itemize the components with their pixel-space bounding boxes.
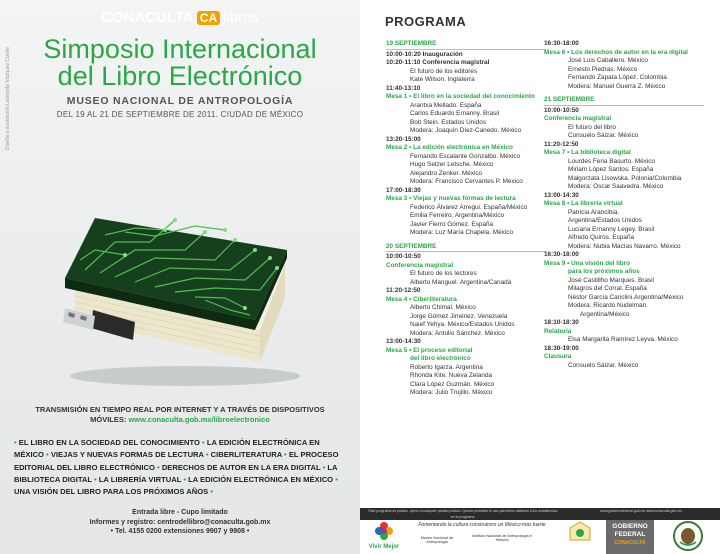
- program-speaker: Jorge Gómez Jiménez. Venezuela: [410, 312, 508, 320]
- transmission-notice: [0, 405, 360, 425]
- program-time: 18:30-19:00: [544, 344, 579, 352]
- topic-bullet: •: [91, 474, 99, 484]
- secondary-seal: [560, 520, 600, 546]
- program-session: del libro electrónico: [410, 355, 471, 362]
- program-speaker: Małgorzata Lisowska. Polonia/Colombia: [568, 174, 682, 182]
- registration-contact: Informes y registro: centrodellibro@conaculta.gob.mx: [89, 518, 271, 526]
- topic-bullet: •: [281, 450, 289, 460]
- program-speaker: Alejandro Zenker. México: [410, 169, 483, 177]
- program-speaker: Modera: Joaquín Díez-Canedo. México: [410, 127, 522, 134]
- topic-bullet: •: [333, 474, 338, 484]
- program-session: Mesa 5 • El proceso editorial: [386, 346, 473, 354]
- program-speaker: Rhonda Kite. Nueva Zelanda: [410, 372, 493, 379]
- topic-item: DERECHOS DE AUTOR EN LA ERA DIGITAL: [161, 462, 321, 472]
- program-session: Conferencia magistral: [386, 261, 454, 269]
- program-speaker: Patricia Arancibia.: [568, 208, 620, 216]
- event-dates: DEL 19 AL 21 DE SEPTIEMBRE DE 2011. CIUDAD DE MÉXICO: [56, 110, 304, 119]
- program-speaker: Miriam López Santos. España: [568, 166, 654, 173]
- transmission-url[interactable]: www.conaculta.gob.mx/libroelectronico: [128, 415, 270, 424]
- program-speaker: José Luis Caballero. México: [568, 57, 648, 64]
- program-session: Mesa 4 • Ciberliteratura: [386, 295, 457, 303]
- conaculta-logo: [0, 9, 360, 26]
- transmission-label: MÓVILES:: [90, 415, 127, 424]
- program-speaker: Javier Fierro Gómez. España: [410, 220, 494, 228]
- slogan: Fomentando la cultura construimos un México más fuerte: [418, 522, 546, 528]
- gobierno-federal-logo: GOBIERNO FEDERAL CONACULTA: [606, 520, 654, 554]
- program-speaker: Arantxa Mellado. España: [410, 101, 482, 109]
- program-speaker: Modera: Oscar Saavedra. México: [568, 183, 664, 190]
- program-time: 10:00-10:50: [386, 253, 421, 260]
- program-time: 17:00-18:30: [386, 186, 421, 194]
- museo-logo: Museo Nacional de Antropología: [420, 536, 454, 544]
- title-line-1: Simposio Internacional: [43, 34, 317, 64]
- program-day-header: 19 SEPTIEMBRE: [386, 40, 546, 50]
- program-speaker: Modera: Nubia Macías Navarro. México: [568, 242, 681, 250]
- transmission-line-2: [0, 415, 360, 425]
- legal-strip: [360, 508, 720, 520]
- legal-text: Este programa es público, ajeno a cualquier partido político. Queda prohibido el uso para fines distintos a los establecidos en el programa.: [368, 509, 558, 519]
- program-session: Mesa 6 • Los derechos de autor en la era digital: [544, 48, 688, 56]
- topics-list: [14, 437, 346, 498]
- national-seal: [662, 520, 714, 554]
- brand-suffix: libros: [223, 9, 259, 26]
- seal-icon: [568, 520, 592, 544]
- program-time: 11:20-12:50: [544, 140, 579, 148]
- program-speaker: Emilia Ferreiro. Argentina/México: [410, 212, 505, 219]
- circuit-book-illustration: [55, 140, 305, 390]
- program-session: Clausura: [544, 353, 572, 360]
- venue: MUSEO NACIONAL DE ANTROPOLOGÍA: [66, 95, 294, 107]
- program-speaker: Kate Wilson. Inglaterra: [410, 76, 475, 83]
- vivir-mejor-logo: Vivir Mejor: [364, 520, 404, 550]
- program-speaker: Federico Álvarez Arregui. España/México: [410, 203, 528, 211]
- title-line-2: del Libro Electrónico: [57, 61, 303, 91]
- registration-info: [0, 508, 360, 537]
- program-time: 13:20-15:00: [386, 135, 421, 143]
- program-speaker: Carlos Eduardo Ernanny. Brasil: [410, 110, 500, 117]
- brand-badge: CA: [197, 11, 220, 25]
- program-session: Relatoría: [544, 327, 572, 335]
- program-speaker: José Castillho Marques. Brasil: [568, 276, 654, 284]
- program-time: 16:30-18:00: [544, 40, 579, 47]
- program-speaker: Fernando Zapata López. Colombia: [568, 74, 667, 81]
- topic-item: VIEJAS Y NUEVAS FORMAS DE LECTURA: [50, 450, 204, 460]
- program-column-1: [386, 40, 546, 398]
- program-speaker: Luciana Ernanny Legey. Brasil: [568, 225, 655, 233]
- topic-bullet: •: [320, 462, 328, 472]
- sponsor-logos: [360, 520, 720, 554]
- program-day-header: 21 SEPTIEMBRE: [544, 96, 704, 106]
- topic-bullet: •: [14, 438, 19, 447]
- topic-item: LA EDICIÓN ELECTRÓNICA EN MÉXICO: [188, 474, 334, 484]
- topic-item: CIBERLITERATURA: [210, 450, 282, 460]
- phone-info: • Tel. 4155 0200 extensiones 9907 y 9908 •: [110, 528, 250, 535]
- program-time: 10:00-10:50: [544, 106, 579, 114]
- program-title: PROGRAMA: [385, 14, 467, 29]
- topic-bullet: •: [154, 462, 162, 472]
- inah-logo: Instituto Nacional de Antropología e Historia: [472, 534, 532, 542]
- eagle-seal-icon: [672, 520, 704, 552]
- event-title: [0, 36, 360, 90]
- program-speaker: Modera: Francisco Cervantes P. México: [410, 178, 523, 185]
- program-speaker: Argentina/Estados Unidos: [568, 217, 642, 224]
- program-speaker: Modera: Julio Trujillo. México: [410, 389, 493, 396]
- vivir-mejor-icon: [373, 520, 395, 542]
- program-speaker: El futuro del libro: [568, 123, 616, 131]
- legal-urls: www.gobiernofederal.gob.mx www.conaculta.gob.mx: [600, 509, 682, 513]
- program-speaker: Alfredo Quiros. España: [568, 234, 635, 241]
- program-time: 13:00-14:30: [544, 191, 579, 199]
- program-speaker: Consuelo Sáizar. México: [568, 132, 639, 139]
- program-speaker: Naief Yehya. México/Estados Unidos: [410, 321, 515, 328]
- topic-item: EL LIBRO EN LA SOCIEDAD DEL CONOCIMIENTO: [18, 438, 200, 447]
- program-session: Mesa 8 • La librería virtual: [544, 200, 623, 207]
- program-time: 10:20-11:10 Conferencia magistral: [386, 59, 490, 66]
- program-speaker: Roberto Igarza. Argentina: [410, 363, 483, 371]
- design-credit: Diseño e ilustración Leonardo Vázquez Conde: [5, 46, 11, 150]
- program-speaker: Hugo Setzer Letsche. México: [410, 161, 494, 168]
- program-time: 10:00-10:20 Inauguración: [386, 50, 463, 58]
- program-time: 18:10-18:30: [544, 319, 579, 326]
- program-session: Mesa 7 • La biblioteca digital: [544, 149, 631, 156]
- topic-item: LA LIBRERÍA VIRTUAL: [98, 474, 182, 484]
- topic-item: EL PROCESO EDITORIAL DEL LIBRO ELECTRÓNICO: [14, 450, 339, 472]
- program-session: Conferencia magistral: [544, 115, 612, 122]
- topic-bullet: •: [43, 450, 51, 460]
- program-speaker: Milagros del Corral. España: [568, 285, 647, 292]
- topic-item: LA EDICIÓN ELECTRÓNICA EN MÉXICO: [14, 438, 320, 460]
- program-session: para los próximos años: [568, 268, 640, 275]
- program-speaker: Alberto Manguel. Argentina/Canadá: [410, 278, 512, 286]
- topic-bullet: •: [181, 474, 189, 484]
- brand-name: CONACULTA: [101, 9, 194, 26]
- program-column-2: [544, 40, 704, 370]
- program-speaker: Consuelo Sáizar. México: [568, 361, 639, 369]
- program-time: 11:40-13:10: [386, 84, 421, 92]
- entry-info: Entrada libre - Cupo limitado: [132, 509, 228, 516]
- program-session: Mesa 1 • El libro en la sociedad del conocimiento: [386, 93, 535, 100]
- program-speaker: Modera: Luz María Chapela. México: [410, 229, 514, 236]
- program-time: 16:30-18:00: [544, 251, 579, 258]
- program-speaker: Elsa Margarita Ramírez Leyva. México: [568, 336, 678, 343]
- program-speaker: Alberto Chimal. México: [410, 304, 476, 311]
- program-speaker: El futuro de los lectores: [410, 270, 477, 277]
- topic-bullet: •: [199, 438, 207, 447]
- program-speaker: El futuro de los editores: [410, 67, 478, 75]
- program-session: Mesa 9 • Una visión del libro: [544, 259, 631, 267]
- program-time: 13:00-14:30: [386, 338, 421, 345]
- program-time: 11:20-12:50: [386, 287, 421, 294]
- topic-item: UNA VISIÓN DEL LIBRO PARA LOS PRÓXIMOS AÑOS: [14, 487, 209, 497]
- program-day-header: 20 SEPTIEMBRE: [386, 243, 546, 253]
- topic-item: LA BIBLIOTECA DIGITAL: [14, 462, 338, 484]
- program-speaker: Ernesto Piedras. México: [568, 65, 638, 73]
- program-speaker: Argentina/México: [580, 310, 630, 318]
- program-speaker: Clara López Guzmán. México: [410, 380, 495, 388]
- program-session: Mesa 3 • Viejas y nuevas formas de lectura: [386, 195, 516, 202]
- topic-bullet: •: [203, 450, 211, 460]
- program-speaker: Néstor García Canclini.Argentina/México: [568, 293, 684, 301]
- program-speaker: Lourdes Feria Basurto. México: [568, 157, 656, 165]
- program-speaker: Modera: Ricardo Nudelman.: [568, 302, 648, 309]
- program-session: Mesa 2 • La edición electrónica en México: [386, 144, 513, 151]
- program-speaker: Fernando Escalante Gonzalbo. México: [410, 152, 521, 160]
- program-speaker: Modera: Manuel Guerra Z. México: [568, 82, 666, 90]
- transmission-line-1: TRANSMISIÓN EN TIEMPO REAL POR INTERNET Y A TRAVÉS DE DISPOSITIVOS: [35, 405, 325, 414]
- program-speaker: Modera: Antulio Sánchez. México: [410, 329, 505, 337]
- program-speaker: Bob Stein. Estados Unidos: [410, 118, 487, 126]
- topic-bullet: •: [208, 487, 213, 497]
